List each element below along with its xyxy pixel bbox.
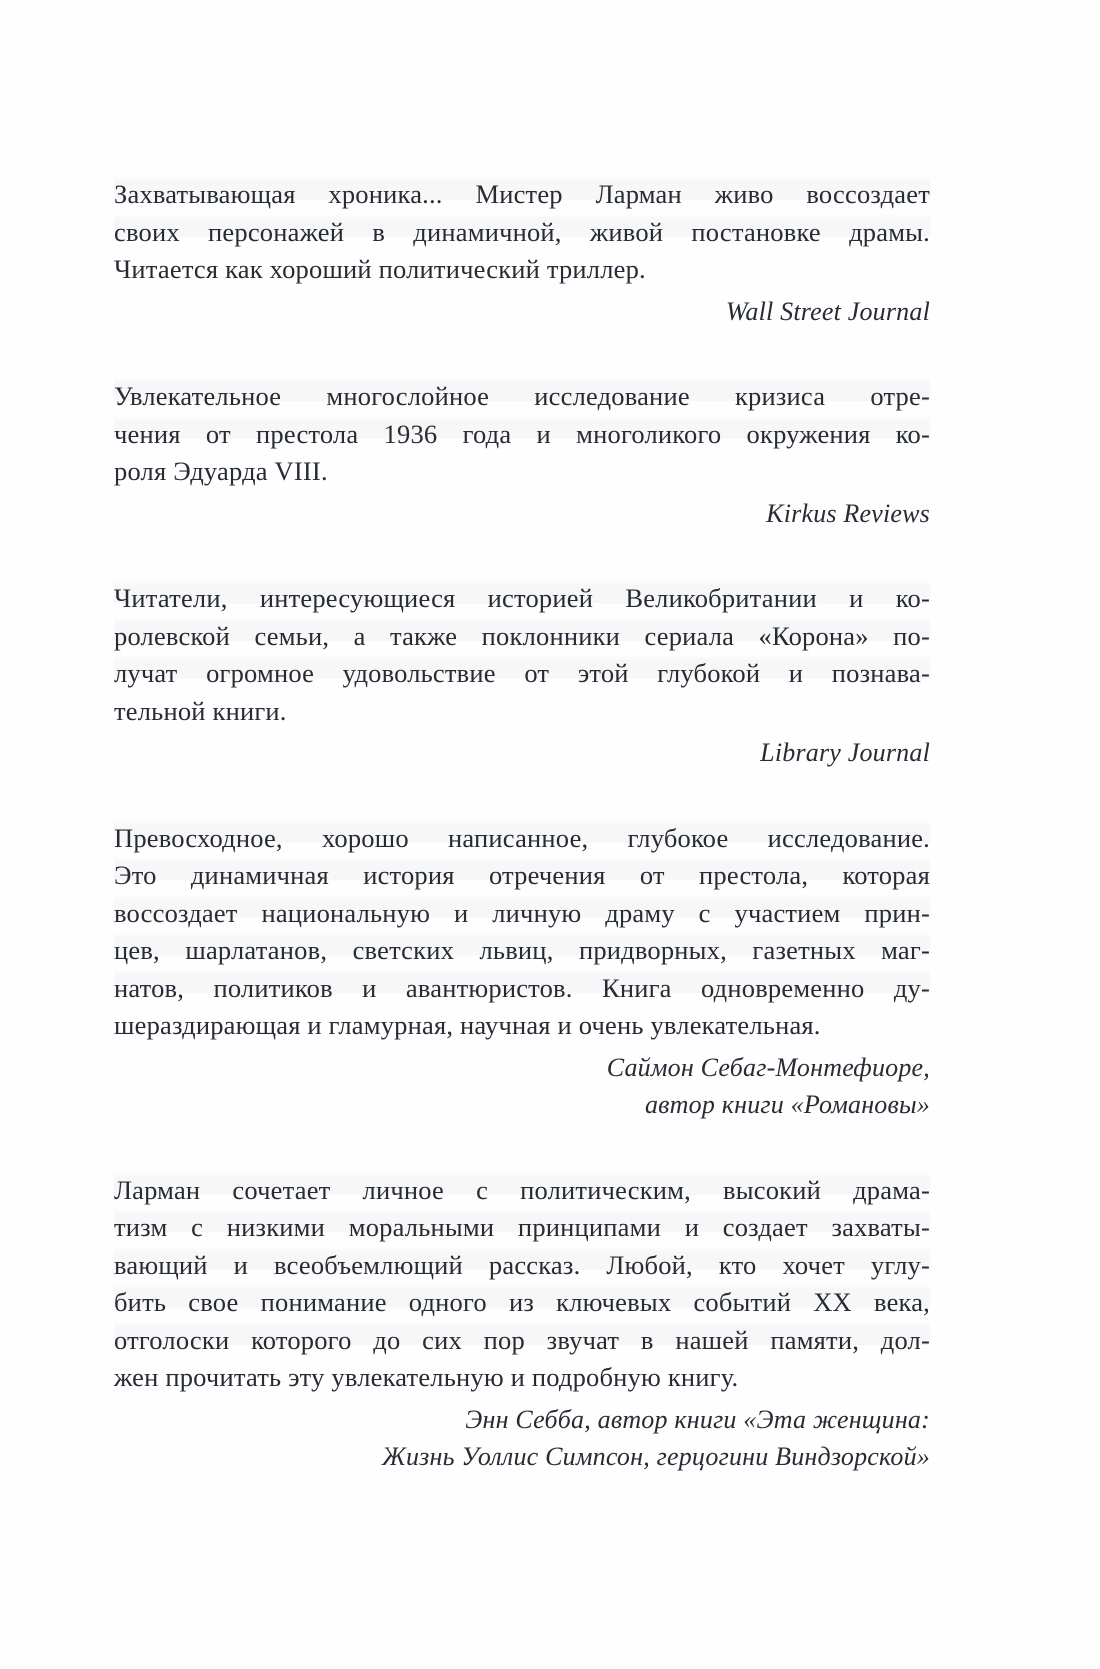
quote-line: Превосходное, хорошо написанное, глубокое исследование. [114,820,930,858]
quote-line: Ларман сочетает личное с политическим, высокий драма- [114,1172,930,1210]
quote-line: отголоски которого до сих пор звучат в нашей памяти, дол- [114,1322,930,1360]
quote-line: лучат огромное удовольствие от этой глубокой и познава- [114,655,930,693]
attribution-line: Саймон Себаг-Монтефиоре, [606,1052,930,1082]
quote-line: Это динамичная история отречения от престола, которая [114,857,930,895]
quote-line: жен прочитать эту увлекательную и подробную книгу. [114,1362,739,1392]
attribution-line: Kirkus Reviews [766,498,930,528]
quote-line: ролевской семьи, а также поклонники сериала «Корона» по- [114,618,930,656]
review-attribution [114,734,930,772]
quote-line: бить свое понимание одного из ключевых событий XX века, [114,1284,930,1322]
review-block-1 [114,176,930,330]
quote-line: Захватывающая хроника... Мистер Ларман живо воссоздает [114,176,930,214]
review-attribution [114,293,930,331]
review-block-4 [114,820,930,1124]
quote-line: вающий и всеобъемлющий рассказ. Любой, кто хочет углу- [114,1247,930,1285]
review-block-3 [114,580,930,772]
quote-line: цев, шарлатанов, светских львиц, придворных, газетных маг- [114,932,930,970]
attribution-line: автор книги «Романовы» [644,1090,930,1119]
attribution-line: Wall Street Journal [725,296,930,326]
quote-line: роля Эдуарда VIII. [114,456,328,486]
quote-line: Читается как хороший политический триллер. [114,254,646,284]
review-attribution [114,495,930,533]
quote-line: воссоздает национальную и личную драму с участием прин- [114,895,930,933]
attribution-line: Энн Себба, автор книги «Эта женщина: [465,1404,930,1434]
quote-line: шераздирающая и гламурная, научная и очень увлекательная. [114,1010,821,1040]
reviews-section [114,176,930,1476]
quote-line: чения от престола 1936 года и многоликого окружения ко- [114,416,930,454]
quote-line: своих персонажей в динамичной, живой постановке драмы. [114,214,930,252]
attribution-line: Library Journal [760,738,930,767]
quote-line: тельной книги. [114,695,287,726]
quote-line: Увлекательное многослойное исследование кризиса отре- [114,378,930,416]
review-attribution [114,1049,930,1124]
quote-line: натов, политиков и авантюристов. Книга одновременно ду- [114,970,930,1008]
attribution-line: Жизнь Уоллис Симпсон, герцогини Виндзорской» [381,1442,930,1471]
quote-line: тизм с низкими моральными принципами и создает захваты- [114,1209,930,1247]
review-attribution [114,1401,930,1476]
review-block-2 [114,378,930,532]
review-block-5 [114,1172,930,1476]
quote-line: Читатели, интересующиеся историей Великобритании и ко- [114,580,930,618]
